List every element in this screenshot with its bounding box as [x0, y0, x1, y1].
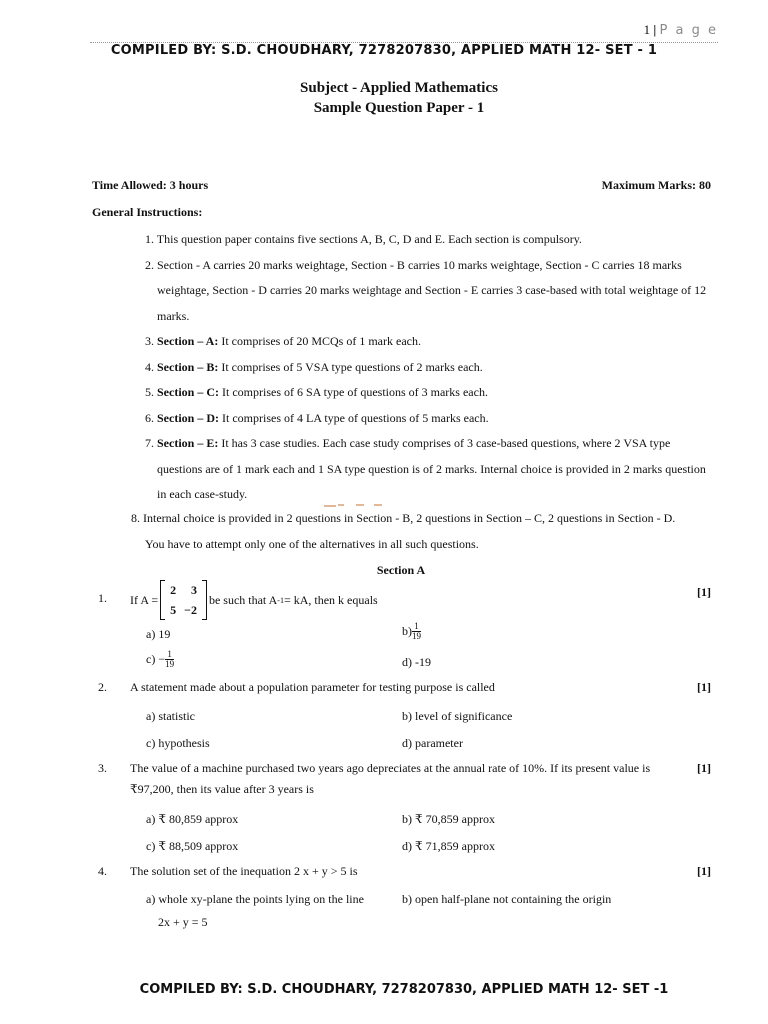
question-3-number: 3. — [98, 761, 107, 775]
instruction-4 — [145, 355, 715, 381]
question-1-text — [130, 580, 378, 620]
fraction-numerator: 1 — [167, 649, 172, 659]
instruction-7-text: It has 3 case studies. Each case study comprises of 3 case-based questions, where 2 VSA type — [218, 436, 671, 450]
instruction-6 — [145, 406, 715, 432]
question-4-option-a-line-1: a) whole xy-plane the points lying on the line — [146, 892, 364, 906]
question-1-option-c — [146, 650, 174, 669]
question-1-prefix: If A = — [130, 592, 159, 607]
question-2-text: A statement made about a population parameter for testing purpose is called — [130, 680, 495, 694]
instruction-8-line-2: You have to attempt only one of the alternatives in all such questions. — [145, 536, 479, 551]
question-3-option-a: a) ₹ 80,859 approx — [146, 812, 239, 826]
instruction-2-line-3: marks. — [157, 308, 190, 323]
question-4-option-b: b) open half-plane not containing the origin — [402, 892, 612, 906]
question-1-option-c-label: c) − — [146, 652, 166, 666]
instruction-5-label: Section – C: — [157, 385, 219, 399]
question-1-superscript: -1 — [277, 595, 284, 605]
instruction-3-text: It comprises of 20 MCQs of 1 mark each. — [218, 334, 421, 348]
question-2-option-c: c) hypothesis — [146, 736, 210, 750]
question-2-marks: [1] — [697, 680, 711, 694]
instruction-7-line-3: in each case-study. — [157, 487, 248, 501]
instruction-8-line-1: 8. Internal choice is provided in 2 questions in Section - B, 2 questions in Section – C, 2 questions in Section - D. — [131, 511, 676, 525]
question-3-option-b: b) ₹ 70,859 approx — [402, 812, 495, 826]
question-4-text: The solution set of the inequation 2 x + y > 5 is — [130, 864, 358, 878]
instruction-3 — [145, 329, 715, 355]
section-a-heading: Section A — [376, 563, 426, 577]
question-2-option-d: d) parameter — [402, 736, 463, 750]
question-1-option-b — [402, 622, 421, 641]
question-2-number: 2. — [98, 680, 107, 694]
page-word: P a g e — [659, 23, 718, 38]
instruction-4-label: Section – B: — [157, 359, 219, 374]
subject-title: Subject - Applied Mathematics — [300, 80, 498, 96]
maximum-marks: Maximum Marks: 80 — [601, 178, 711, 192]
question-1-end: = kA, then k equals — [283, 592, 378, 607]
page-number-value: 1 — [643, 22, 651, 37]
instruction-5 — [145, 380, 715, 406]
instruction-3-num: 3. — [145, 334, 157, 348]
instructions-list — [145, 227, 715, 508]
fraction-numerator: 1 — [414, 621, 419, 631]
question-4-number: 4. — [98, 864, 107, 878]
instruction-7-line-2: questions are of 1 mark each and 1 SA type question is of 2 marks. Internal choice is provided in 2 marks question — [157, 461, 706, 476]
time-allowed: Time Allowed: 3 hours — [92, 178, 209, 192]
question-1-matrix — [160, 580, 207, 620]
instruction-2 — [145, 253, 715, 330]
instruction-6-num: 6. — [145, 410, 157, 425]
instruction-7 — [145, 431, 715, 508]
instruction-6-label: Section – D: — [157, 410, 219, 425]
instruction-5-num: 5. — [145, 385, 157, 399]
footer-compiled-by: COMPILED BY: S.D. CHOUDHARY, 7278207830, APPLIED MATH 12- SET -1 — [139, 982, 669, 997]
question-1-marks: [1] — [697, 585, 711, 599]
general-instructions-heading: General Instructions: — [92, 205, 203, 219]
question-2-option-a: a) statistic — [146, 709, 195, 723]
matrix-cell: 2 — [170, 583, 177, 597]
instruction-1: 1. This question paper contains five sections A, B, C, D and E. Each section is compulsory. — [145, 232, 582, 246]
header-compiled-by: COMPILED BY: S.D. CHOUDHARY, 7278207830, APPLIED MATH 12- SET - 1 — [110, 43, 658, 58]
fraction-denominator: 19 — [165, 659, 175, 669]
paper-title: Sample Question Paper - 1 — [313, 100, 485, 116]
question-1-middle: be such that A — [208, 592, 278, 607]
question-1-option-b-label: b) — [402, 624, 412, 638]
question-1-option-a: a) 19 — [146, 627, 171, 641]
question-3-option-c: c) ₹ 88,509 approx — [146, 839, 239, 853]
question-4-marks: [1] — [697, 864, 711, 878]
instruction-4-text: It comprises of 5 VSA type questions of 2 marks each. — [218, 359, 483, 374]
instruction-4-num: 4. — [145, 359, 157, 374]
question-3-text-line-1: The value of a machine purchased two years ago depreciates at the annual rate of 10%. If its present value is — [130, 761, 651, 775]
fraction-denominator: 19 — [412, 631, 421, 641]
instruction-2-line-2: weightage, Section - D carries 20 marks weightage and Section - E carries 3 case-based with total weightage of 12 — [157, 283, 707, 297]
instruction-5-text: It comprises of 6 SA type of questions of 3 marks each. — [219, 385, 488, 399]
instruction-6-text: It comprises of 4 LA type of questions of 5 marks each. — [219, 410, 489, 425]
question-1-option-d: d) -19 — [402, 655, 431, 669]
instruction-8 — [131, 506, 711, 557]
question-2-option-b: b) level of significance — [402, 709, 513, 723]
instruction-7-label: Section – E: — [157, 436, 219, 450]
question-3-text-line-2: ₹97,200, then its value after 3 years is — [130, 782, 314, 796]
page-number-separator: | — [653, 22, 657, 37]
matrix-cell: −2 — [184, 603, 197, 617]
question-3-marks: [1] — [697, 761, 711, 775]
question-3-option-d: d) ₹ 71,859 approx — [402, 839, 495, 853]
instruction-7-num: 7. — [145, 436, 157, 450]
question-1-number: 1. — [98, 591, 107, 605]
matrix-cell: 5 — [170, 603, 177, 617]
question-4-option-a-line-2: 2x + y = 5 — [158, 915, 208, 929]
question-1-option-b-fraction — [412, 622, 421, 641]
question-1-option-c-fraction — [165, 650, 174, 669]
matrix-cell: 3 — [190, 583, 197, 597]
instruction-2-line-1: 2. Section - A carries 20 marks weightage, Section - B carries 10 marks weightage, Section - C carries 18 marks — [145, 257, 682, 272]
instruction-3-label: Section – A: — [157, 334, 219, 348]
page-number — [644, 22, 718, 38]
